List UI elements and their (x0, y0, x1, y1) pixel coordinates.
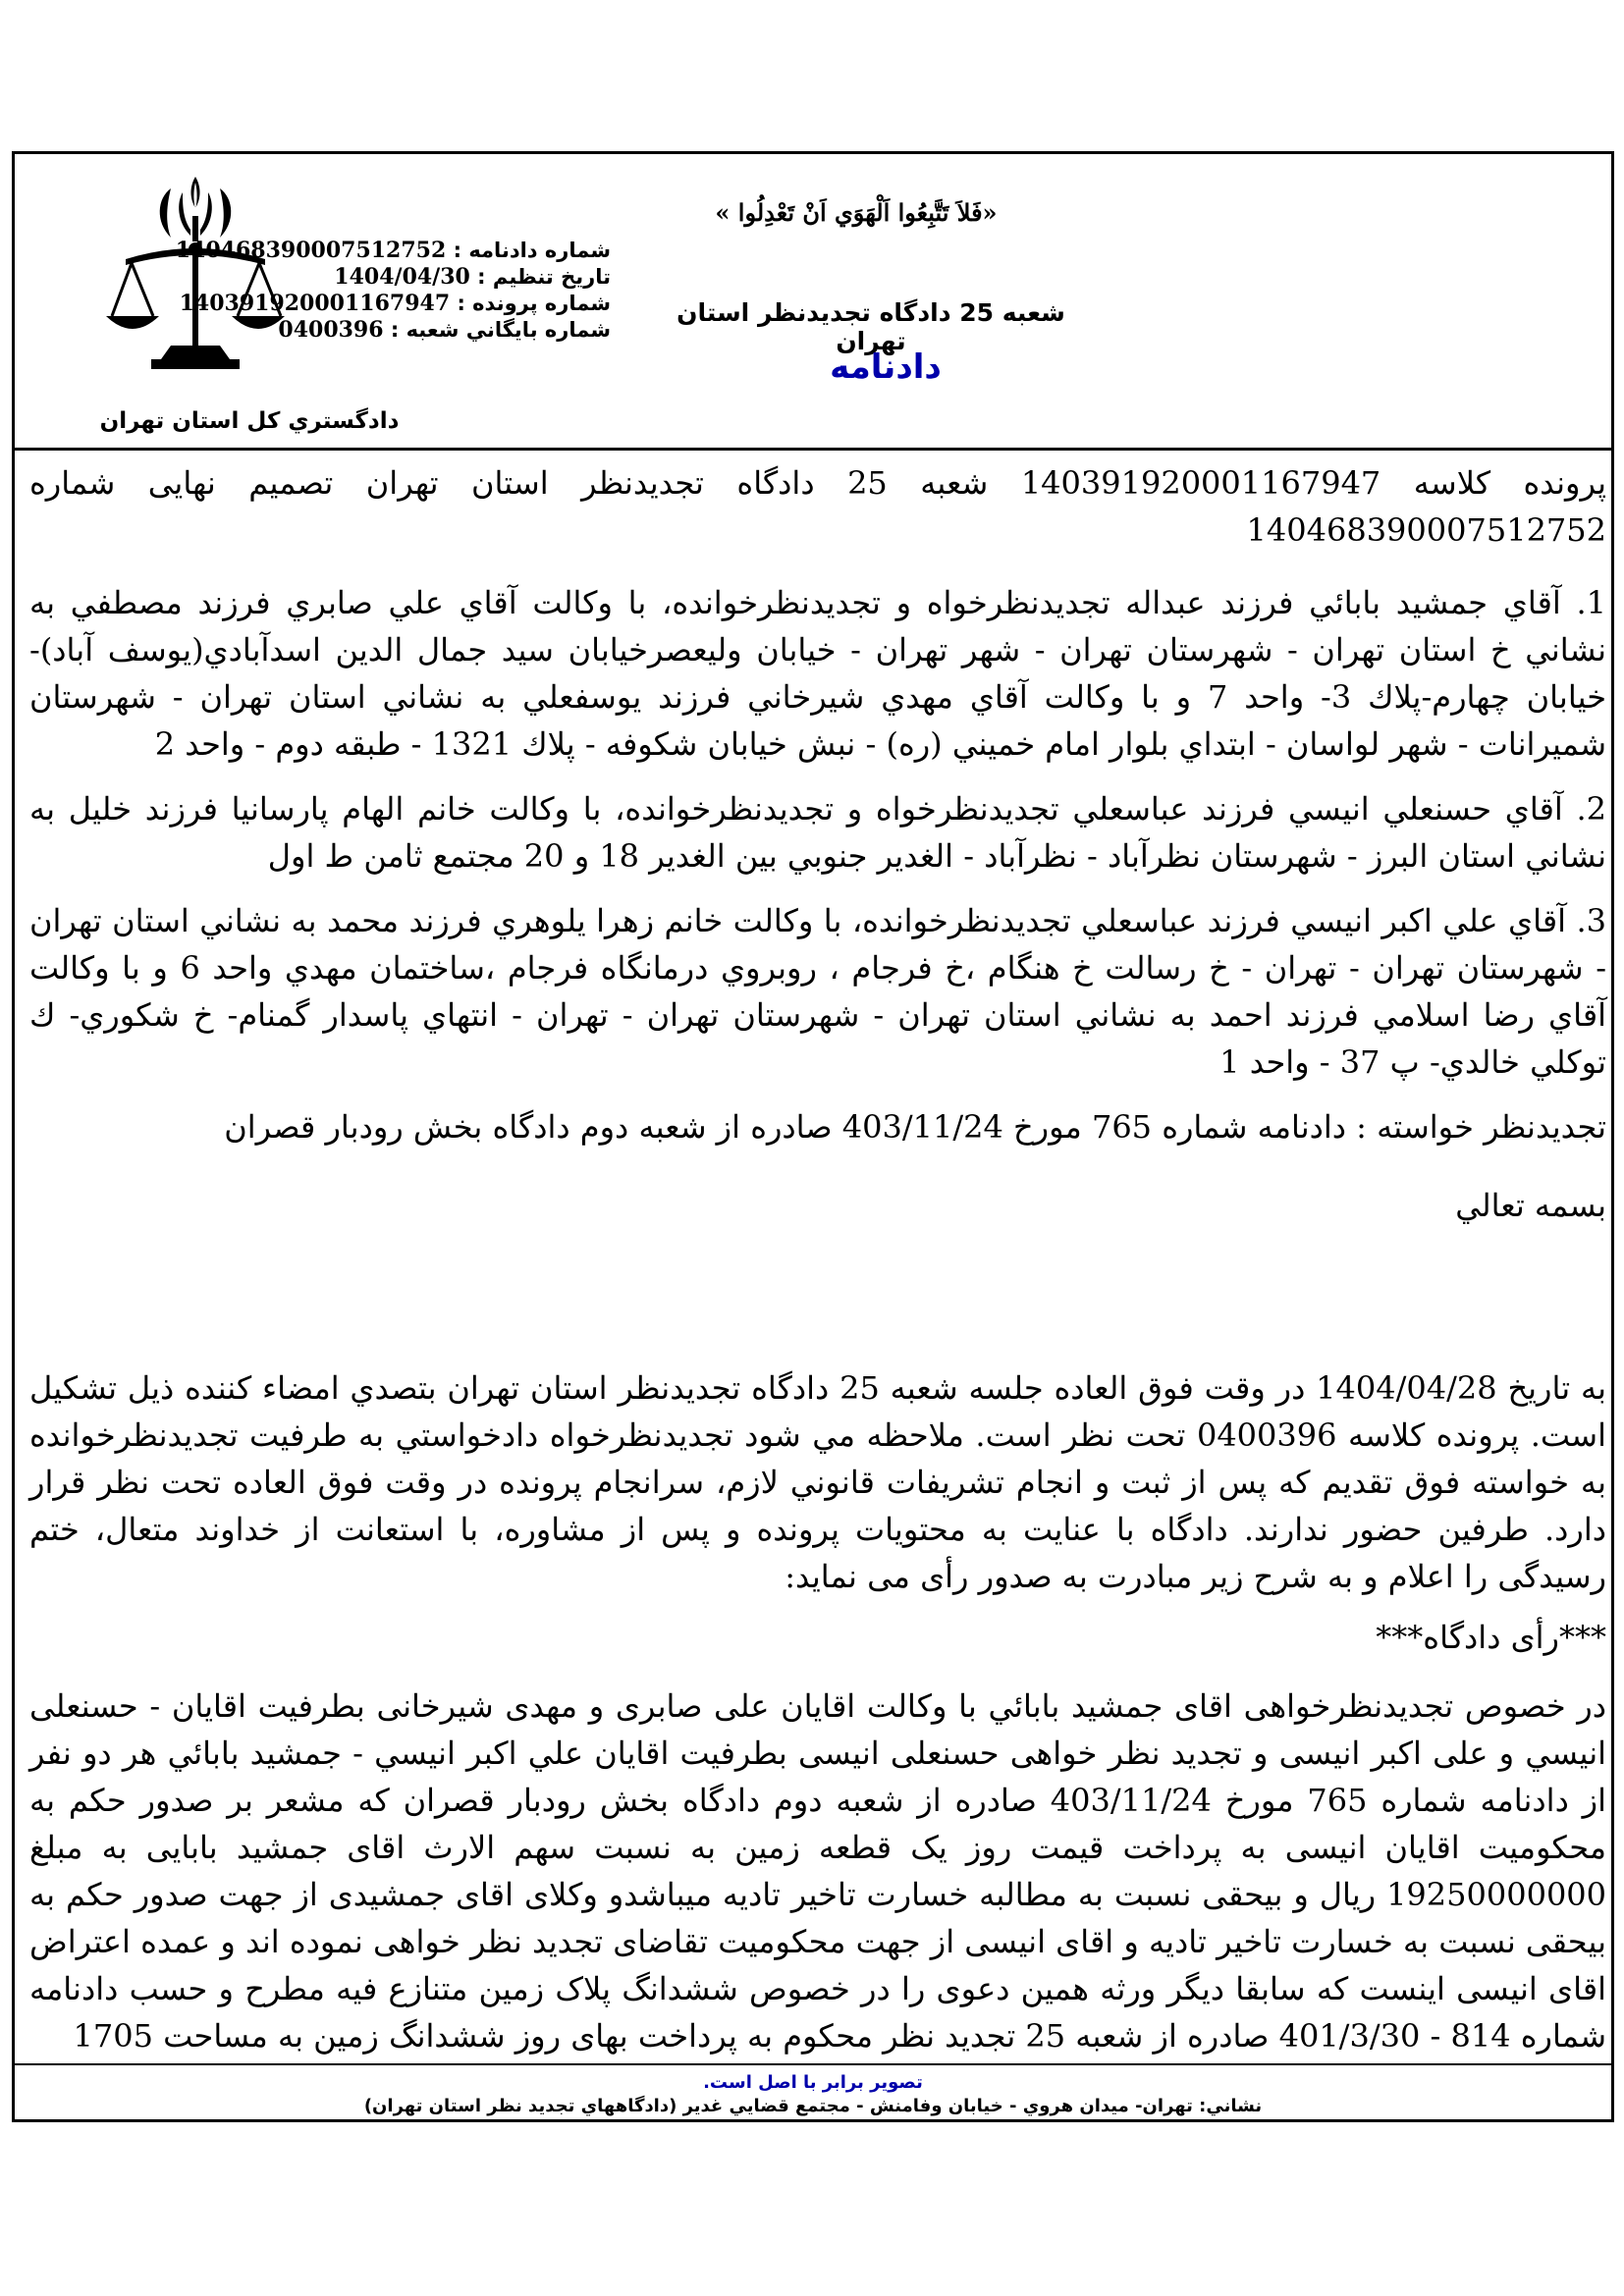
quran-verse: «فَلاَ تَتَّبِعُوا اَلْهَوَي اَنْ تَعْدِلُوا » (715, 198, 998, 227)
emblem-caption: دادگستري کل استان تهران (99, 408, 400, 434)
document-footer (12, 2063, 1614, 2122)
bismillah: بسمه تعالي (1455, 1187, 1606, 1224)
party-2: 2. آقاي حسنعلي انيسي فرزند عباسعلي تجديدنظرخواه و تجديدنظرخوانده، با وكالت خانم الهام پارسانيا فرزند خليل به نشاني استان البرز - شهرستان نظرآباد - نظرآباد - الغدير جنوبي بين الغدير 18 و 20 مجتمع ثامن ط اول (29, 790, 1606, 875)
document-meta (149, 238, 611, 344)
court-address: نشاني: تهران- ميدان هروي - خيابان وفامنش - مجتمع قضايي غدير (دادگاههاي تجديد نظر استان تهران) (363, 2096, 1263, 2116)
appeal-subject: تجديدنظر خواسته : دادنامه شماره 765 مورخ 403/11/24 صادره از شعبه دوم دادگاه بخش رودبار قصران (224, 1108, 1606, 1146)
session-paragraph: به تاريخ 1404/04/28 در وقت فوق العاده جلسه شعبه 25 دادگاه تجديدنظر استان تهران بتصدي امضاء كننده ذيل تشكيل است. پرونده كلاسه 0400396 تحت نظر است. ملاحظه مي شود تجديدنظرخواه دادخواستي به طرفيت تجديدنظرخوانده به خواسته فوق تقديم كه پس از ثبت و انجام تشريفات قانوني لازم، سرانجام پرونده در وقت فوق العاده تحت نظر قرار دارد. طرفين حضور ندارند. دادگاه با عنايت به محتويات پرونده و پس از مشاوره، با استعانت از خداوند متعال، ختم رسيدگی را اعلام و به شرح زير مبادرت به صدور رأی می نمايد: (29, 1369, 1607, 1595)
judgment-body (29, 459, 1606, 2059)
verdict-title: ***رأی دادگاه*** (1376, 1619, 1606, 1656)
party-3: 3. آقاي علي اكبر انيسي فرزند عباسعلي تجديدنظرخوانده، با وكالت خانم زهرا يلوهري فرزند محمد به نشاني استان تهران - شهرستان تهران - تهران - خ رسالت خ هنگام ،خ فرجام ، روبروي درمانگاه فرجام ،ساختمان مهدي واحد 6 و با وكالت آقاي رضا اسلامي فرزند احمد به نشاني استان تهران - شهرستان تهران - تهران - انتهاي پاسدار گمنام- خ شكوري- ك توكلي خالدي- پ 37 - واحد 1 (29, 902, 1607, 1081)
verdict-paragraph: در خصوص تجدیدنظرخواهی اقای جمشید بابائي با وکالت اقایان علی صابری و مهدی شیرخانی بطرفیت اقایان - حسنعلی انیسي و علی اکبر انیسی و تجدید نظر خواهی حسنعلی انیسی بطرفیت اقایان علي اكبر انيسي - جمشيد بابائي هر دو نفر از دادنامه شماره 765 مورخ 403/11/24 صادره از شعبه دوم دادگاه بخش رودبار قصران که مشعر بر صدور حکم به محکومیت اقایان انیسی به پرداخت قیمت روز یک قطعه زمین به نسبت سهم الارث اقای جمشید بابایی به مبلغ 19250000000 ریال و بیحقی نسبت به مطالبه خسارت تاخیر تادیه میباشدو وکلای اقای جمشیدی از جهت صدور حکم به بیحقی نسبت به خسارت تاخیر تادیه و اقای انیسی از جهت محکومیت تقاضای تجدید نظر خواهی نموده اند و عمده اعتراض اقای انیسی اینست که سابقا دیگر ورثه همین دعوی را در خصوص ششدانگ پلاک زمین متنازع فیه مطرح و حسب دادنامه شماره 814 - 401/3/30 صادره از شعبه 25 تجدید نظر محکوم به پرداخت بهای روز ششدانگ زمین به مساحت 1705 (29, 1687, 1607, 2055)
court-branch-title: شعبه 25 دادگاه تجديدنظر استان تهران (677, 298, 1065, 355)
meta-issue-date: تاريخ تنظيم : 1404/04/30 (334, 264, 611, 290)
document-type-title: دادنامه (830, 347, 942, 387)
document-header (12, 151, 1614, 451)
copy-note: تصوير برابر با اصل است. (703, 2072, 923, 2093)
case-line: پرونده كلاسه 140391920001167947 شعبه 25 دادگاه تجديدنظر استان تهران تصميم نهايی شماره 140468390007512752 (29, 464, 1607, 549)
meta-judgment-number: شماره دادنامه : 140468390007512752 (175, 238, 611, 263)
meta-archive-number: شماره بايگاني شعبه : 0400396 (278, 317, 611, 343)
meta-case-number: شماره پرونده : 140391920001167947 (179, 291, 611, 316)
party-1: 1. آقاي جمشيد بابائي فرزند عبداله تجديدنظرخواه و تجديدنظرخوانده، با وكالت آقاي علي صابري فرزند مصطفي به نشاني خ استان تهران - شهرستان تهران - شهر تهران - خيابان وليعصرخيابان سيد جمال الدين اسدآبادي(يوسف آباد)-خيابان چهارم-پلاك 3- واحد 7 و با وكالت آقاي مهدي شيرخاني فرزند يوسفعلي به نشاني استان تهران - شهرستان شميرانات - شهر لواسان - ابتداي بلوار امام خميني (ره) - نبش خيابان شكوفه - پلاك 1321 - طبقه دوم - واحد 2 (29, 584, 1607, 763)
